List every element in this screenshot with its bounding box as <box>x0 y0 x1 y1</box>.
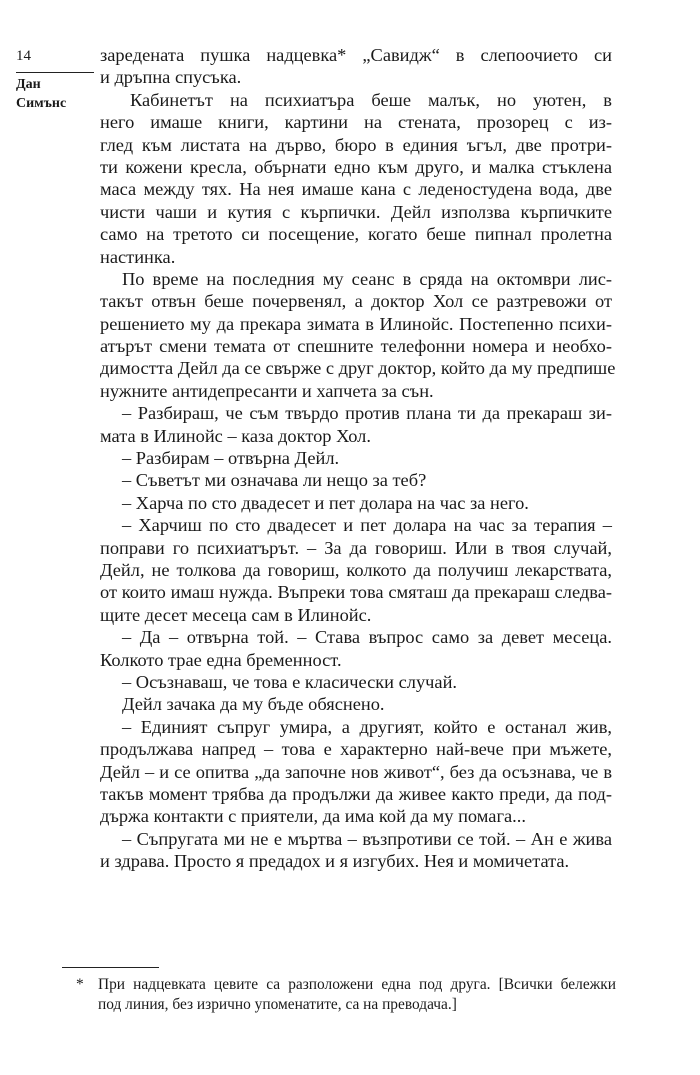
text-line: – Да – отвърна той. – Става въпрос само за девет месеца. <box>122 627 612 648</box>
text-line: Колкото трае една бременност. <box>100 649 342 670</box>
author-last-name: Симънс <box>16 96 67 111</box>
text-line: Дейл зачака да му бъде обяснено. <box>122 694 385 715</box>
text-line: Дейл – и се опитва „да започне нов живот“, без да осъзнава, че в <box>100 761 612 782</box>
author-first-name: Дан <box>16 77 41 92</box>
text-line: – Разбираш, че съм твърдо против плана ти да прекараш зи- <box>122 403 612 424</box>
text-line: – Харча по сто двадесет и пет долара на час за него. <box>122 492 529 513</box>
text-line: – Единият съпруг умира, а другият, който е останал жив, <box>122 716 612 737</box>
text-line: настинка. <box>100 246 176 267</box>
text-line: и здрава. Просто я предадох и я изгубих. Нея и момичетата. <box>100 851 570 872</box>
text-line: Дейл, не толкова да говориш, колкото да получиш лекарствата, <box>100 559 612 580</box>
footnote-divider <box>62 967 159 968</box>
text-line: продължава напред – това е характерно най-вече при мъжете, <box>100 739 612 760</box>
text-line: ти кожени кресла, обърнати едно към друго, и малка стъклена <box>100 156 612 177</box>
text-line: – Съпругата ми не е мъртва – възпротиви се той. – Ан е жива <box>122 828 612 849</box>
text-line: щите десет месеца сам в Илинойс. <box>100 604 372 625</box>
text-line: такът отвън беше почервенял, а доктор Хол се разтревожи от <box>100 291 612 312</box>
text-line: атърът смени темата от спешните телефонни номера и необхо- <box>100 336 612 357</box>
text-line: – Харчиш по сто двадесет и пет долара на час за терапия – <box>122 515 612 536</box>
text-line: от които имаш нужда. Въпреки това смяташ да прекараш следва- <box>100 582 612 603</box>
text-line: само на третото си посещение, когато беше пипнал пролетна <box>100 224 612 245</box>
text-line: Кабинетът на психиатъра беше малък, но уютен, в <box>130 89 612 110</box>
body-text <box>100 44 616 872</box>
text-line: мата в Илинойс – каза доктор Хол. <box>100 425 371 446</box>
text-line: димостта Дейл да се свърже с друг доктор, който да му предпише <box>100 358 616 379</box>
text-line: По време на последния му сеанс в сряда на октомври лис- <box>122 268 612 289</box>
footnote-marker: * <box>76 976 84 993</box>
text-line: – Разбирам – отвърна Дейл. <box>122 448 340 469</box>
footnote-text <box>98 975 616 1015</box>
text-line: глед към листата на дърво, бюро в единия ъгъл, две протри- <box>100 134 612 155</box>
text-line: – Съветът ми означава ли нещо за теб? <box>122 470 427 491</box>
page-number: 14 <box>16 46 94 73</box>
text-line: зарeдената пушка надцевка* „Савидж“ в слепоочието си <box>100 45 612 65</box>
text-line: поправи го психиатърът. – За да говориш. Или в твоя случай, <box>100 537 612 558</box>
text-line: маса между тях. На нея имаше кана с леденостудена вода, две <box>100 179 612 200</box>
footnote-line: под линия, без изрично упоменатите, са на преводача.] <box>98 996 457 1013</box>
margin-column <box>16 46 96 113</box>
text-line: и дръпна спусъка. <box>100 67 242 88</box>
text-line: решението му да прекара зимата в Илинойс. Постепенно психи- <box>100 313 612 334</box>
text-line: нужните антидепресанти и хапчета за сън. <box>100 380 434 401</box>
text-line: него имаше книги, картини на стената, прозорец с из- <box>100 112 612 133</box>
text-line: държа контакти с приятели, да има кой да му помага... <box>100 806 526 827</box>
text-line: чисти чаши и кутия с кърпички. Дейл използва кърпичките <box>100 201 612 222</box>
text-line: такъв момент трябва да продължи да живее както преди, да под- <box>100 783 612 804</box>
text-line: – Осъзнаваш, че това е класически случай. <box>122 671 458 692</box>
running-head-author <box>16 75 96 113</box>
footnote-line: При надцевката цевите са разположени една под друга. [Всички бележки <box>98 976 616 993</box>
